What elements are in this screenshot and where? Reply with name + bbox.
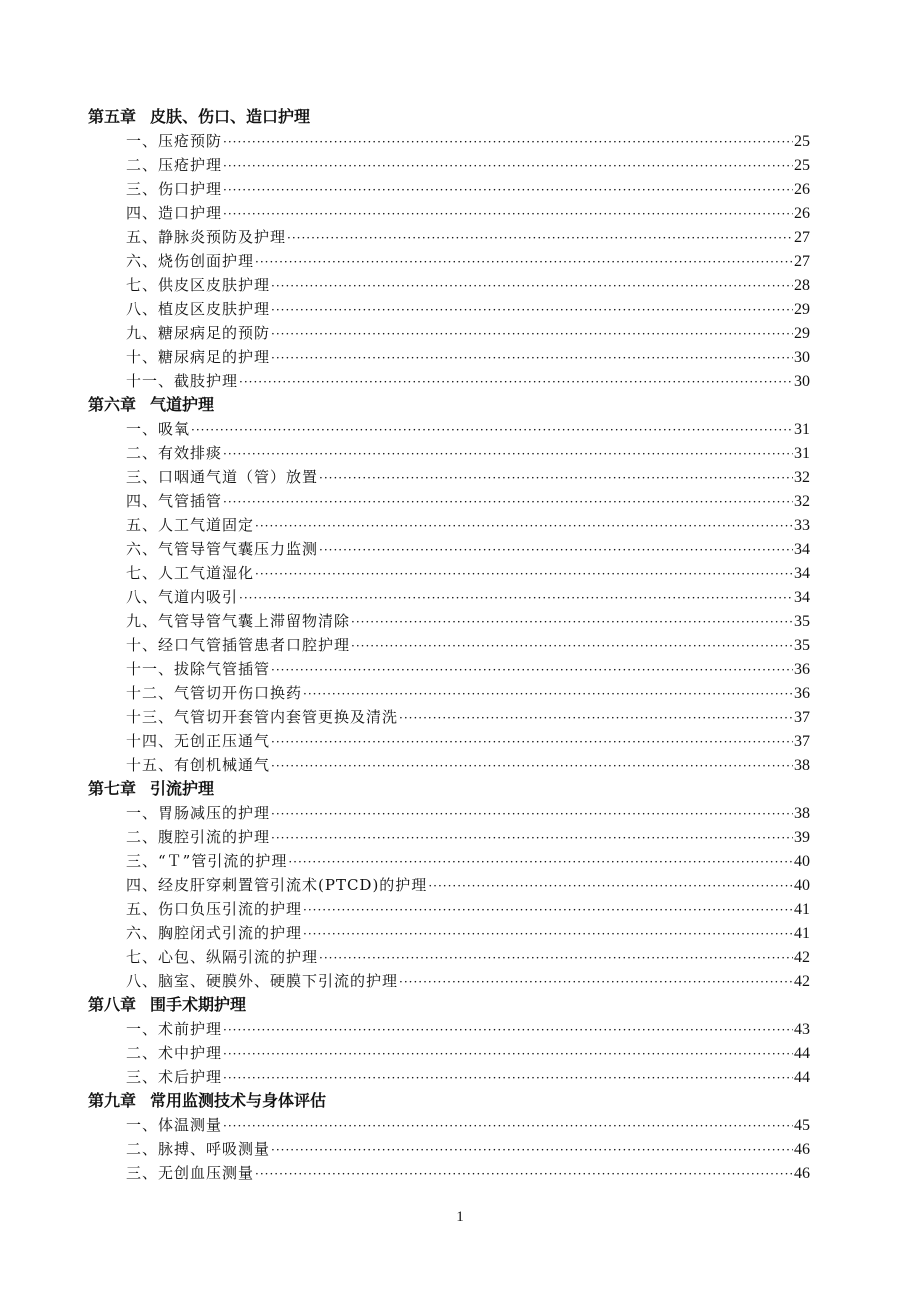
toc-entry-page: 33 bbox=[794, 517, 810, 534]
toc-entry[interactable] bbox=[88, 441, 810, 465]
dot-leader bbox=[223, 1066, 793, 1090]
toc-entry-page: 34 bbox=[794, 541, 810, 558]
toc-entry-label: 四、造口护理 bbox=[126, 204, 223, 222]
toc-entry-label: 八、气道内吸引 bbox=[126, 588, 239, 606]
chapter-number: 第六章 bbox=[88, 395, 137, 414]
toc-entry-label: 二、脉搏、呼吸测量 bbox=[126, 1140, 271, 1158]
toc-entry-label: 一、压疮预防 bbox=[126, 132, 223, 150]
toc-entry-page: 28 bbox=[794, 277, 810, 294]
dot-leader bbox=[287, 226, 793, 250]
toc-entry-page: 46 bbox=[794, 1141, 810, 1158]
toc-entry-label: 七、人工气道湿化 bbox=[126, 564, 255, 582]
toc-entry[interactable] bbox=[88, 945, 810, 969]
dot-leader bbox=[271, 730, 793, 754]
dot-leader bbox=[271, 322, 793, 346]
dot-leader bbox=[319, 946, 793, 970]
toc-entry[interactable] bbox=[88, 537, 810, 561]
chapter-number: 第八章 bbox=[88, 995, 137, 1014]
dot-leader bbox=[303, 898, 793, 922]
toc-entry[interactable] bbox=[88, 657, 810, 681]
toc-entry-page: 38 bbox=[794, 805, 810, 822]
dot-leader bbox=[428, 874, 793, 898]
toc-entry-page: 34 bbox=[794, 589, 810, 606]
toc-entry-label: 三、术后护理 bbox=[126, 1068, 223, 1086]
toc-entry[interactable] bbox=[88, 225, 810, 249]
dot-leader bbox=[303, 922, 793, 946]
dot-leader bbox=[399, 970, 793, 994]
dot-leader bbox=[223, 442, 793, 466]
toc-entry-page: 31 bbox=[794, 421, 810, 438]
toc-entry[interactable] bbox=[88, 1041, 810, 1065]
chapter-title: 围手术期护理 bbox=[150, 995, 247, 1014]
toc-entry-label: 六、气管导管气囊压力监测 bbox=[126, 540, 319, 558]
toc-entry-page: 40 bbox=[794, 853, 810, 870]
toc-entry-label: 一、胃肠减压的护理 bbox=[126, 804, 271, 822]
toc-entry-page: 42 bbox=[794, 973, 810, 990]
toc-entry-page: 34 bbox=[794, 565, 810, 582]
dot-leader bbox=[271, 274, 793, 298]
toc-entry-label: 十一、拔除气管插管 bbox=[126, 660, 271, 678]
dot-leader bbox=[319, 466, 793, 490]
toc-entry[interactable] bbox=[88, 609, 810, 633]
toc-entry-label: 三、“Ｔ”管引流的护理 bbox=[126, 852, 288, 870]
dot-leader bbox=[288, 850, 793, 874]
dot-leader bbox=[255, 1162, 793, 1186]
dot-leader bbox=[223, 490, 793, 514]
dot-leader bbox=[271, 1138, 793, 1162]
toc-entry-label: 五、人工气道固定 bbox=[126, 516, 255, 534]
toc-entry-label: 九、糖尿病足的预防 bbox=[126, 324, 271, 342]
toc-entry-page: 36 bbox=[794, 685, 810, 702]
chapter-heading bbox=[88, 1089, 810, 1113]
chapter-title: 常用监测技术与身体评估 bbox=[150, 1091, 327, 1110]
dot-leader bbox=[239, 370, 793, 394]
toc-entry-page: 30 bbox=[794, 349, 810, 366]
chapter-title: 引流护理 bbox=[150, 779, 215, 798]
toc-entry-page: 29 bbox=[794, 301, 810, 318]
toc-entry-page: 41 bbox=[794, 901, 810, 918]
toc-entry[interactable] bbox=[88, 321, 810, 345]
dot-leader bbox=[255, 562, 793, 586]
toc-entry-label: 十五、有创机械通气 bbox=[126, 756, 271, 774]
toc-entry-label: 三、伤口护理 bbox=[126, 180, 223, 198]
toc-entry[interactable] bbox=[88, 177, 810, 201]
toc-entry[interactable] bbox=[88, 873, 810, 897]
toc-entry[interactable] bbox=[88, 249, 810, 273]
toc-entry-page: 42 bbox=[794, 949, 810, 966]
toc-entry-page: 25 bbox=[794, 157, 810, 174]
dot-leader bbox=[223, 202, 793, 226]
toc-entry-label: 二、腹腔引流的护理 bbox=[126, 828, 271, 846]
toc-entry[interactable] bbox=[88, 753, 810, 777]
toc-entry[interactable] bbox=[88, 825, 810, 849]
chapter-title: 皮肤、伤口、造口护理 bbox=[150, 107, 311, 126]
toc-entry[interactable] bbox=[88, 201, 810, 225]
toc-entry-page: 25 bbox=[794, 133, 810, 150]
toc-entry[interactable] bbox=[88, 561, 810, 585]
toc-entry-page: 30 bbox=[794, 373, 810, 390]
toc-entry-label: 七、供皮区皮肤护理 bbox=[126, 276, 271, 294]
toc-entry-label: 十一、截肢护理 bbox=[126, 372, 239, 390]
dot-leader bbox=[319, 538, 793, 562]
toc-entry-label: 五、伤口负压引流的护理 bbox=[126, 900, 303, 918]
toc-entry[interactable] bbox=[88, 273, 810, 297]
toc-entry-page: 26 bbox=[794, 205, 810, 222]
toc-entry-label: 九、气管导管气囊上滞留物清除 bbox=[126, 612, 351, 630]
dot-leader bbox=[223, 1018, 793, 1042]
toc-entry[interactable] bbox=[88, 1137, 810, 1161]
dot-leader bbox=[255, 250, 793, 274]
toc-entry[interactable] bbox=[88, 297, 810, 321]
dot-leader bbox=[271, 346, 793, 370]
toc-entry[interactable] bbox=[88, 801, 810, 825]
toc-entry-label: 十二、气管切开伤口换药 bbox=[126, 684, 303, 702]
dot-leader bbox=[223, 154, 793, 178]
page-number: 1 bbox=[456, 1209, 464, 1225]
toc-entry-label: 一、术前护理 bbox=[126, 1020, 223, 1038]
toc-entry-label: 三、口咽通气道（管）放置 bbox=[126, 468, 319, 486]
toc-entry-page: 44 bbox=[794, 1045, 810, 1062]
toc-entry-label: 二、有效排痰 bbox=[126, 444, 223, 462]
toc-entry-page: 32 bbox=[794, 493, 810, 510]
toc-entry-label: 十、经口气管插管患者口腔护理 bbox=[126, 636, 351, 654]
toc-entry-label: 二、术中护理 bbox=[126, 1044, 223, 1062]
toc-entry-page: 35 bbox=[794, 613, 810, 630]
toc-entry-page: 29 bbox=[794, 325, 810, 342]
dot-leader bbox=[223, 1114, 793, 1138]
toc-entry-label: 二、压疮护理 bbox=[126, 156, 223, 174]
toc-entry-page: 40 bbox=[794, 877, 810, 894]
toc-entry-page: 35 bbox=[794, 637, 810, 654]
toc-entry[interactable] bbox=[88, 465, 810, 489]
toc-entry[interactable] bbox=[88, 1065, 810, 1089]
toc-entry-page: 31 bbox=[794, 445, 810, 462]
dot-leader bbox=[223, 178, 793, 202]
chapter-number: 第五章 bbox=[88, 107, 137, 126]
toc-entry[interactable] bbox=[88, 1161, 810, 1185]
toc-entry[interactable] bbox=[88, 129, 810, 153]
toc-entry[interactable] bbox=[88, 705, 810, 729]
chapter-number: 第七章 bbox=[88, 779, 137, 798]
dot-leader bbox=[271, 658, 793, 682]
dot-leader bbox=[255, 514, 793, 538]
toc-entry[interactable] bbox=[88, 969, 810, 993]
toc-entry[interactable] bbox=[88, 345, 810, 369]
dot-leader bbox=[271, 826, 793, 850]
toc-entry-page: 26 bbox=[794, 181, 810, 198]
toc-entry-label: 十、糖尿病足的护理 bbox=[126, 348, 271, 366]
toc-entry[interactable] bbox=[88, 849, 810, 873]
dot-leader bbox=[303, 682, 793, 706]
toc-entry[interactable] bbox=[88, 897, 810, 921]
toc-entry-label: 一、吸氧 bbox=[126, 420, 191, 438]
table-of-contents bbox=[88, 105, 810, 1185]
dot-leader bbox=[351, 634, 793, 658]
toc-entry-label: 三、无创血压测量 bbox=[126, 1164, 255, 1182]
toc-entry-label: 四、经皮肝穿刺置管引流术(PTCD)的护理 bbox=[126, 876, 428, 894]
toc-entry-label: 六、胸腔闭式引流的护理 bbox=[126, 924, 303, 942]
dot-leader bbox=[239, 586, 793, 610]
toc-entry-page: 37 bbox=[794, 733, 810, 750]
toc-entry-page: 27 bbox=[794, 229, 810, 246]
toc-entry-page: 46 bbox=[794, 1165, 810, 1182]
toc-entry-page: 38 bbox=[794, 757, 810, 774]
toc-entry-page: 45 bbox=[794, 1117, 810, 1134]
toc-entry-label: 十四、无创正压通气 bbox=[126, 732, 271, 750]
dot-leader bbox=[191, 418, 793, 442]
toc-entry-page: 43 bbox=[794, 1021, 810, 1038]
chapter-title: 气道护理 bbox=[150, 395, 215, 414]
toc-entry[interactable] bbox=[88, 153, 810, 177]
toc-entry-label: 一、体温测量 bbox=[126, 1116, 223, 1134]
dot-leader bbox=[271, 802, 793, 826]
toc-entry-page: 44 bbox=[794, 1069, 810, 1086]
toc-entry[interactable] bbox=[88, 369, 810, 393]
toc-entry[interactable] bbox=[88, 921, 810, 945]
toc-entry-label: 八、植皮区皮肤护理 bbox=[126, 300, 271, 318]
toc-entry-label: 四、气管插管 bbox=[126, 492, 223, 510]
toc-entry[interactable] bbox=[88, 585, 810, 609]
dot-leader bbox=[351, 610, 793, 634]
dot-leader bbox=[399, 706, 793, 730]
toc-entry[interactable] bbox=[88, 633, 810, 657]
toc-entry-page: 32 bbox=[794, 469, 810, 486]
toc-entry-label: 六、烧伤创面护理 bbox=[126, 252, 255, 270]
toc-entry[interactable] bbox=[88, 417, 810, 441]
toc-entry-label: 八、脑室、硬膜外、硬膜下引流的护理 bbox=[126, 972, 399, 990]
toc-entry-page: 36 bbox=[794, 661, 810, 678]
toc-entry[interactable] bbox=[88, 1113, 810, 1137]
chapter-heading bbox=[88, 105, 810, 129]
chapter-number: 第九章 bbox=[88, 1091, 137, 1110]
dot-leader bbox=[223, 1042, 793, 1066]
toc-entry[interactable] bbox=[88, 513, 810, 537]
chapter-heading bbox=[88, 393, 810, 417]
toc-entry-page: 39 bbox=[794, 829, 810, 846]
toc-entry[interactable] bbox=[88, 1017, 810, 1041]
toc-entry[interactable] bbox=[88, 489, 810, 513]
dot-leader bbox=[223, 130, 793, 154]
chapter-heading bbox=[88, 777, 810, 801]
toc-entry-label: 五、静脉炎预防及护理 bbox=[126, 228, 287, 246]
toc-entry[interactable] bbox=[88, 681, 810, 705]
chapter-heading bbox=[88, 993, 810, 1017]
toc-entry-page: 41 bbox=[794, 925, 810, 942]
dot-leader bbox=[271, 754, 793, 778]
toc-entry-page: 27 bbox=[794, 253, 810, 270]
toc-entry-label: 十三、气管切开套管内套管更换及清洗 bbox=[126, 708, 399, 726]
dot-leader bbox=[271, 298, 793, 322]
toc-entry-page: 37 bbox=[794, 709, 810, 726]
toc-entry[interactable] bbox=[88, 729, 810, 753]
toc-entry-label: 七、心包、纵隔引流的护理 bbox=[126, 948, 319, 966]
